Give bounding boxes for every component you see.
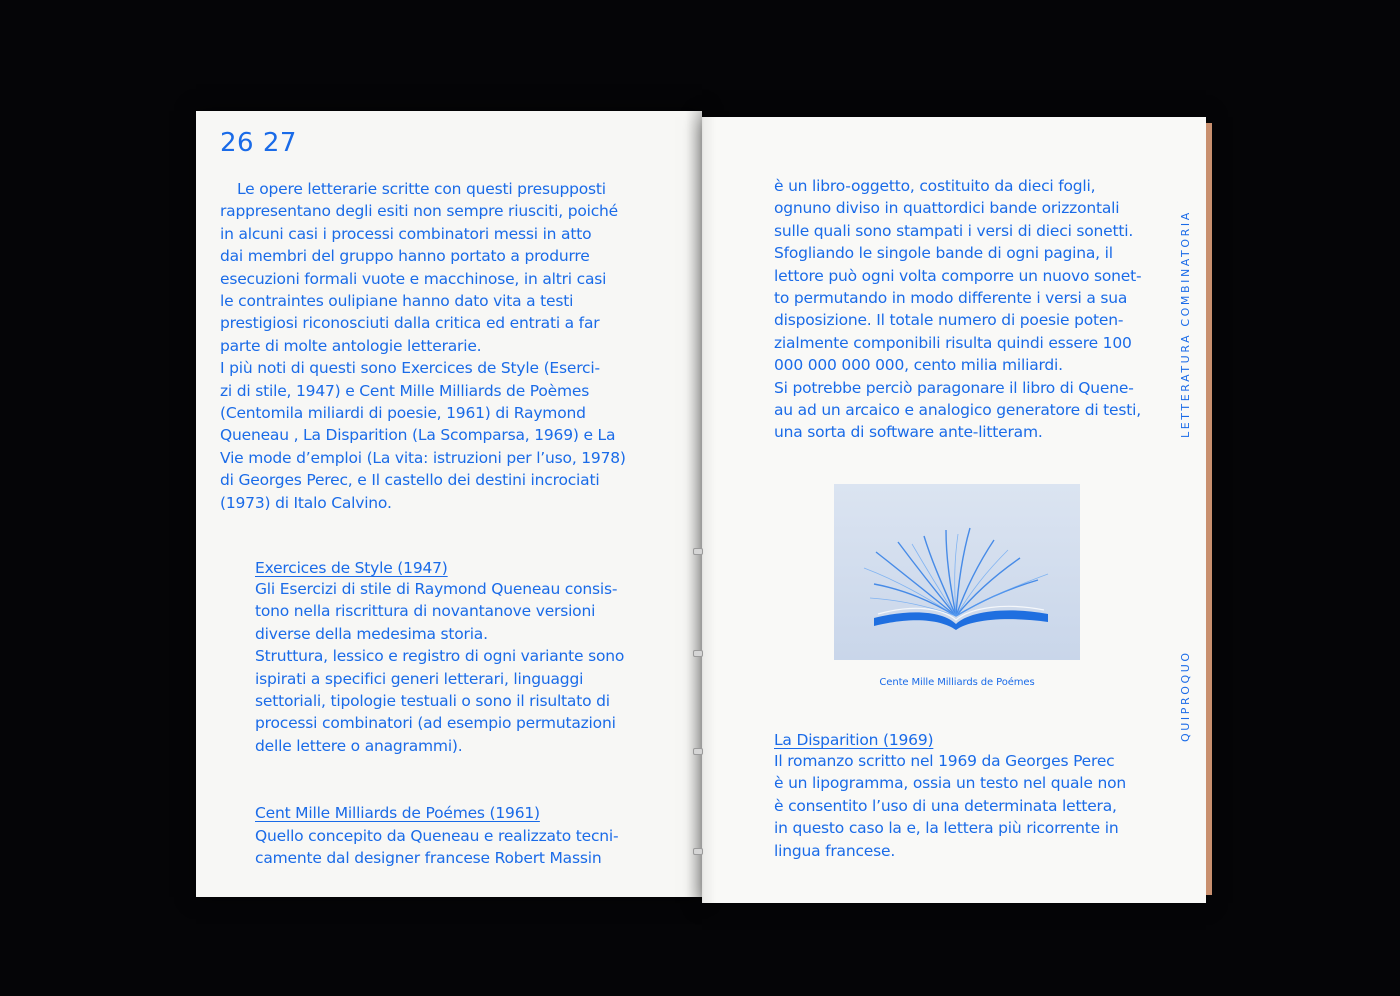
text-line: Le opere letterarie scritte con questi presupposti xyxy=(237,180,606,198)
section-heading-disparition: La Disparition (1969) xyxy=(774,731,934,749)
text-line: di Georges Perec, e Il castello dei destini incrociati xyxy=(220,471,600,490)
text-line: camente dal designer francese Robert Massin xyxy=(255,849,602,868)
text-line: Il romanzo scritto nel 1969 da Georges Perec xyxy=(774,752,1115,770)
text-line: Gli Esercizi di stile di Raymond Queneau consis- xyxy=(255,580,618,598)
binding-stitch xyxy=(693,848,703,855)
binding-stitch xyxy=(693,548,703,555)
text-line: Quello concepito da Queneau e realizzato tecni- xyxy=(255,827,619,845)
text-line: delle lettere o anagrammi). xyxy=(255,736,463,755)
text-line: è consentito l’uso di una determinata lettera, xyxy=(774,796,1117,815)
text-line: Struttura, lessico e registro di ogni variante sono xyxy=(255,647,625,666)
running-head-title: QUIPROQUO xyxy=(1179,650,1192,742)
text-line: diverse della medesima storia. xyxy=(255,624,488,643)
text-line: zialmente componibili risulta quindi essere 100 xyxy=(774,333,1132,352)
continued-paragraph xyxy=(774,175,1141,444)
text-line: esecuzioni formali vuote e macchinose, in altri casi xyxy=(220,269,607,288)
binding-stitch xyxy=(693,650,703,657)
open-book-photo xyxy=(834,484,1080,660)
text-line: in alcuni casi i processi combinatori messi in atto xyxy=(220,224,592,243)
image-caption: Cente Mille Milliards de Poémes xyxy=(879,677,1035,688)
text-line: Sfogliando le singole bande di ogni pagina, il xyxy=(774,244,1113,263)
text-line: sulle quali sono stampati i versi di dieci sonetti. xyxy=(774,221,1134,240)
text-line: lettore può ogni volta comporre un nuovo sonet- xyxy=(774,266,1142,285)
page-edge xyxy=(1206,123,1212,895)
section-paragraph-disparition xyxy=(774,750,1126,862)
text-line: Si potrebbe perciò paragonare il libro di Quene- xyxy=(774,378,1134,397)
text-line: prestigiosi riconosciuti dalla critica ed entrati a far xyxy=(220,314,600,333)
text-line: in questo caso la e, la lettera più ricorrente in xyxy=(774,819,1119,838)
text-line: è un lipogramma, ossia un testo nel quale non xyxy=(774,774,1127,793)
text-line: processi combinatori (ad esempio permutazioni xyxy=(255,714,616,733)
text-line: lingua francese. xyxy=(774,841,896,860)
text-line: una sorta di software ante-litteram. xyxy=(774,423,1043,442)
running-head-section: LETTERATURA COMBINATORIA xyxy=(1179,210,1192,438)
text-line: ognuno diviso in quattordici bande orizzontali xyxy=(774,199,1120,218)
page-numbers: 26 27 xyxy=(220,128,297,158)
text-line: dai membri del gruppo hanno portato a produrre xyxy=(220,247,590,266)
text-line: parte di molte antologie letterarie. xyxy=(220,336,482,355)
text-line: è un libro-oggetto, costituito da dieci fogli, xyxy=(774,177,1096,195)
text-line: le contraintes oulipiane hanno dato vita a testi xyxy=(220,292,574,311)
binding-stitch xyxy=(693,748,703,755)
book-gutter xyxy=(686,111,716,903)
text-line: I più noti di questi sono Exercices de Style (Eserci- xyxy=(220,359,600,378)
section-paragraph-exercices xyxy=(255,578,624,757)
text-line: Vie mode d’emploi (La vita: istruzioni per l’uso, 1978) xyxy=(220,448,626,467)
text-line: (Centomila miliardi di poesie, 1961) di Raymond xyxy=(220,404,586,423)
text-line: ispirati a specifici generi letterari, linguaggi xyxy=(255,669,584,688)
section-heading-cent-mille: Cent Mille Milliards de Poémes (1961) xyxy=(255,804,540,822)
intro-paragraph xyxy=(220,178,626,514)
section-paragraph-cent-mille xyxy=(255,825,618,870)
text-line: Queneau , La Disparition (La Scomparsa, 1969) e La xyxy=(220,426,616,445)
text-line: disposizione. Il totale numero di poesie poten- xyxy=(774,311,1124,330)
text-line: settoriali, tipologie testuali o sono il risultato di xyxy=(255,692,610,711)
text-line: (1973) di Italo Calvino. xyxy=(220,493,392,512)
section-heading-exercices: Exercices de Style (1947) xyxy=(255,559,448,577)
text-line: 000 000 000 000, cento milia miliardi. xyxy=(774,356,1063,375)
text-line: au ad un arcaico e analogico generatore di testi, xyxy=(774,401,1141,420)
text-line: zi di stile, 1947) e Cent Mille Milliards de Poèmes xyxy=(220,381,590,400)
text-line: rappresentano degli esiti non sempre riusciti, poiché xyxy=(220,202,619,221)
text-line: tono nella riscrittura di novantanove versioni xyxy=(255,602,596,621)
text-line: to permutando in modo differente i versi a sua xyxy=(774,289,1128,308)
